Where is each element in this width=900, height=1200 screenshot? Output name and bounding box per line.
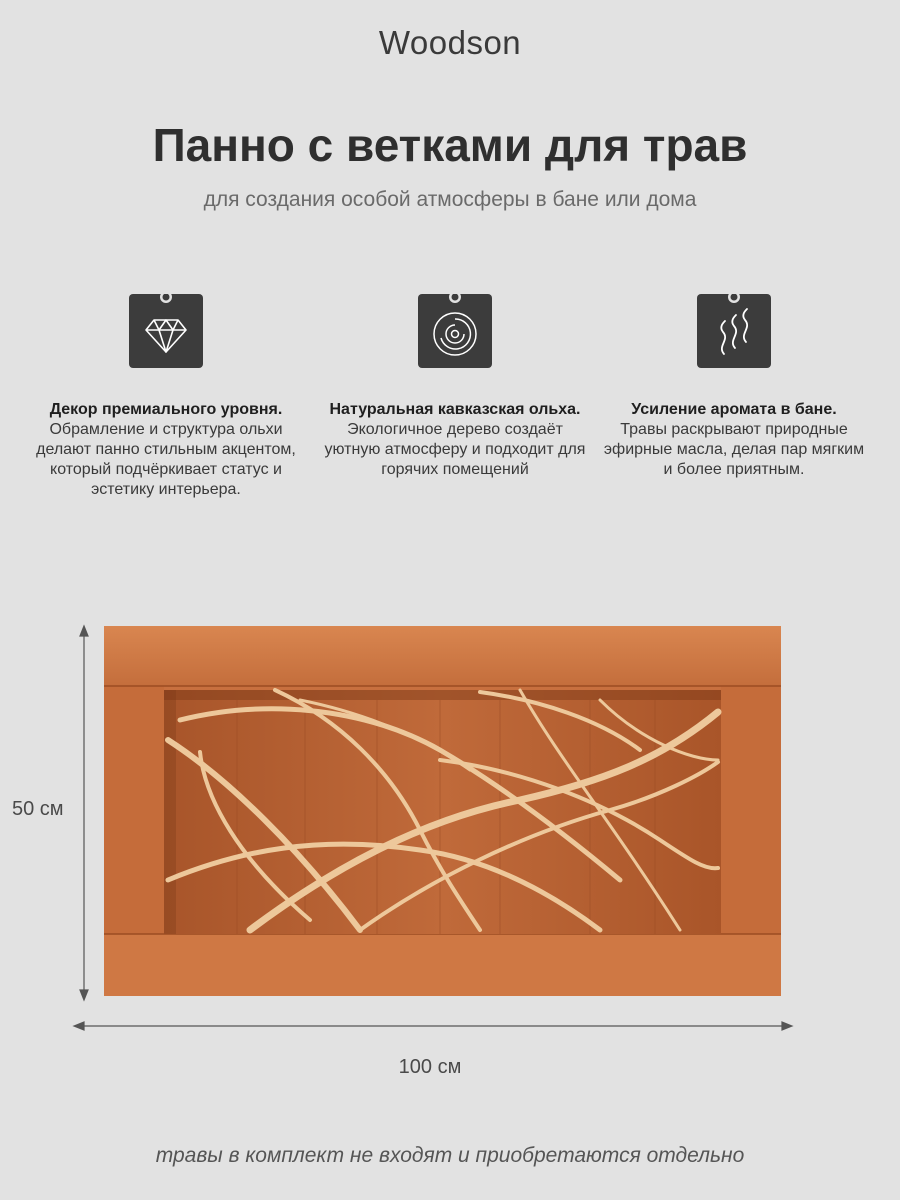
feature-heading: Декор премиального уровня.	[49, 401, 283, 418]
disclaimer-note: травы в комплект не входят и приобретаются отдельно	[155, 1144, 745, 1167]
feature-heading: Натуральная кавказская ольха.	[329, 401, 581, 418]
feature-text: Травы раскрывают природные эфирные масла, делая пар мягким и более приятным.	[603, 421, 865, 478]
feature-text: Экологичное дерево создаёт уютную атмосферу и подходит для горячих помещений	[324, 421, 586, 478]
brand-logo: Woodson	[378, 24, 522, 61]
height-dimension-label: 50 см	[12, 798, 64, 820]
page-title: Панно с ветками для трав	[152, 119, 748, 171]
feature-text: Обрамление и структура ольхи делают панно стильным акцентом, который подчёркивает статус и эстетику интерьера.	[36, 421, 296, 498]
width-dimension-label: 100 см	[398, 1056, 462, 1078]
page-subtitle: для создания особой атмосферы в бане или дома	[203, 188, 697, 211]
feature-heading: Усиление аромата в бане.	[631, 401, 837, 418]
